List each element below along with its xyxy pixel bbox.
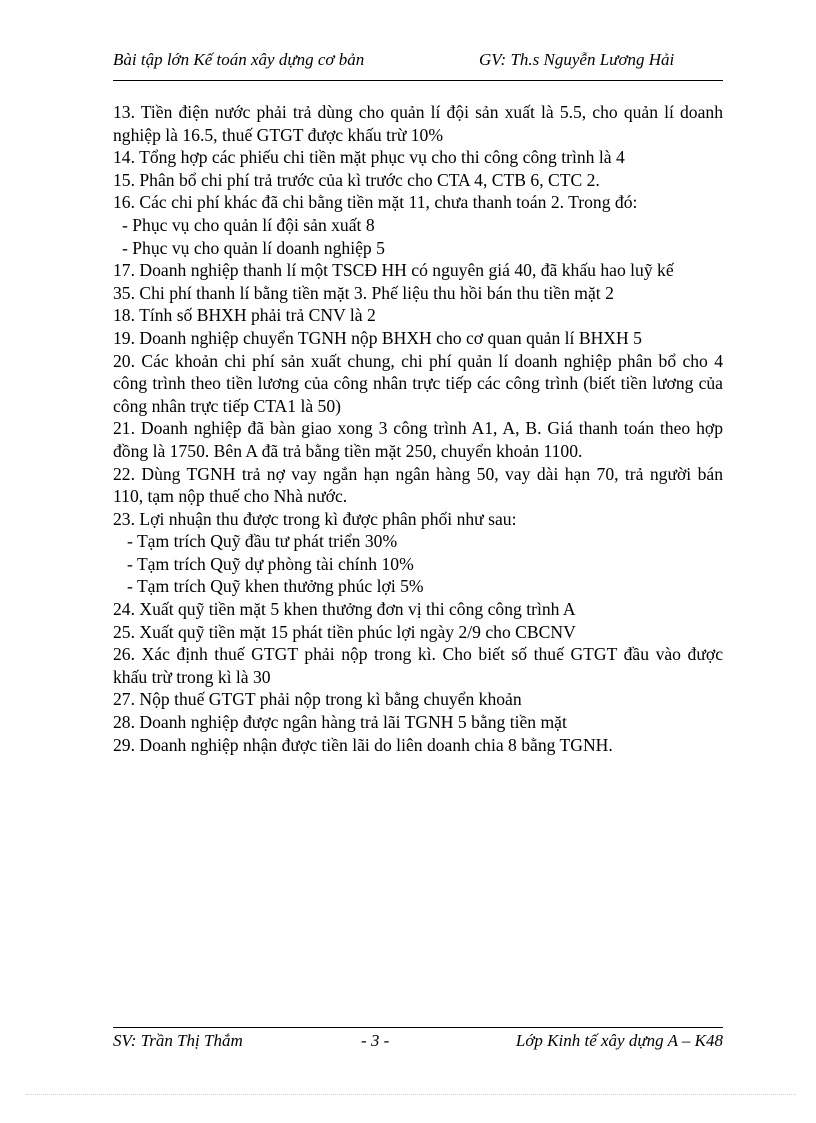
item-16: 16. Các chi phí khác đã chi bằng tiền mặt 11, chưa thanh toán 2. Trong đó: [113, 192, 638, 213]
item-20: 20. Các khoản chi phí sản xuất chung, chi phí quản lí doanh nghiệp phân bổ cho 4 công trình theo tiền lương của công nhân trực tiếp các công trình (biết tiền lương của công nhân trực tiếp CTA1 là 50) [113, 350, 723, 416]
item-14: 14. Tổng hợp các phiếu chi tiền mặt phục vụ cho thi công công trình là 4 [113, 147, 625, 168]
item-23-sub-2: - Tạm trích Quỹ dự phòng tài chính 10% [127, 553, 414, 574]
item-23-sub-1: - Tạm trích Quỹ đầu tư phát triển 30% [127, 531, 398, 552]
page-number: - 3 - [361, 1031, 390, 1050]
item-21: 21. Doanh nghiệp đã bàn giao xong 3 công trình A1, A, B. Giá thanh toán theo hợp đồng là 1750. Bên A đã trả bằng tiền mặt 250, chuyển khoản 1100. [113, 418, 723, 461]
item-16-sub-2: - Phục vụ cho quản lí doanh nghiệp 5 [122, 237, 385, 258]
item-35: 35. Chi phí thanh lí bằng tiền mặt 3. Phế liệu thu hồi bán thu tiền mặt 2 [113, 282, 614, 303]
exercise-list [113, 101, 723, 756]
item-18: 18. Tính số BHXH phải trả CNV là 2 [113, 305, 376, 326]
item-25: 25. Xuất quỹ tiền mặt 15 phát tiền phúc lợi ngày 2/9 cho CBCNV [113, 621, 576, 642]
header-course-title: Bài tập lớn Kế toán xây dựng cơ bản [113, 50, 365, 69]
item-24: 24. Xuất quỹ tiền mặt 5 khen thưởng đơn vị thi công công trình A [113, 599, 576, 620]
item-23: 23. Lợi nhuận thu được trong kì được phân phối như sau: [113, 508, 517, 529]
item-13: 13. Tiền điện nước phải trả dùng cho quản lí đội sản xuất là 5.5, cho quản lí doanh nghiệp là 16.5, thuế GTGT được khấu trừ 10% [113, 102, 723, 145]
item-26: 26. Xác định thuế GTGT phải nộp trong kì. Cho biết số thuế GTGT đầu vào được khấu trừ trong kì là 30 [113, 644, 723, 687]
item-15: 15. Phân bổ chi phí trả trước của kì trước cho CTA 4, CTB 6, CTC 2. [113, 169, 600, 190]
item-28: 28. Doanh nghiệp được ngân hàng trả lãi TGNH 5 bằng tiền mặt [113, 712, 567, 733]
footer-divider [113, 1027, 723, 1028]
header-lecturer: GV: Th.s Nguyễn Lương Hải [479, 50, 675, 69]
footer-student: SV: Trần Thị Thắm [113, 1031, 243, 1050]
item-27: 27. Nộp thuế GTGT phải nộp trong kì bằng chuyển khoản [113, 689, 522, 710]
page-edge-divider [26, 1094, 796, 1095]
item-19: 19. Doanh nghiệp chuyển TGNH nộp BHXH cho cơ quan quản lí BHXH 5 [113, 327, 642, 348]
page-header [113, 50, 723, 74]
item-23-sub-3: - Tạm trích Quỹ khen thưởng phúc lợi 5% [127, 576, 424, 597]
item-16-sub-1: - Phục vụ cho quản lí đội sản xuất 8 [122, 214, 375, 235]
item-29: 29. Doanh nghiệp nhận được tiền lãi do liên doanh chia 8 bằng TGNH. [113, 734, 613, 755]
page-footer [113, 1031, 723, 1055]
item-17: 17. Doanh nghiệp thanh lí một TSCĐ HH có nguyên giá 40, đã khấu hao luỹ kế [113, 260, 674, 281]
header-divider [113, 80, 723, 81]
footer-class: Lớp Kinh tế xây dựng A – K48 [515, 1031, 723, 1050]
item-22: 22. Dùng TGNH trả nợ vay ngắn hạn ngân hàng 50, vay dài hạn 70, trả người bán 110, tạm nộp thuế cho Nhà nước. [113, 463, 723, 507]
